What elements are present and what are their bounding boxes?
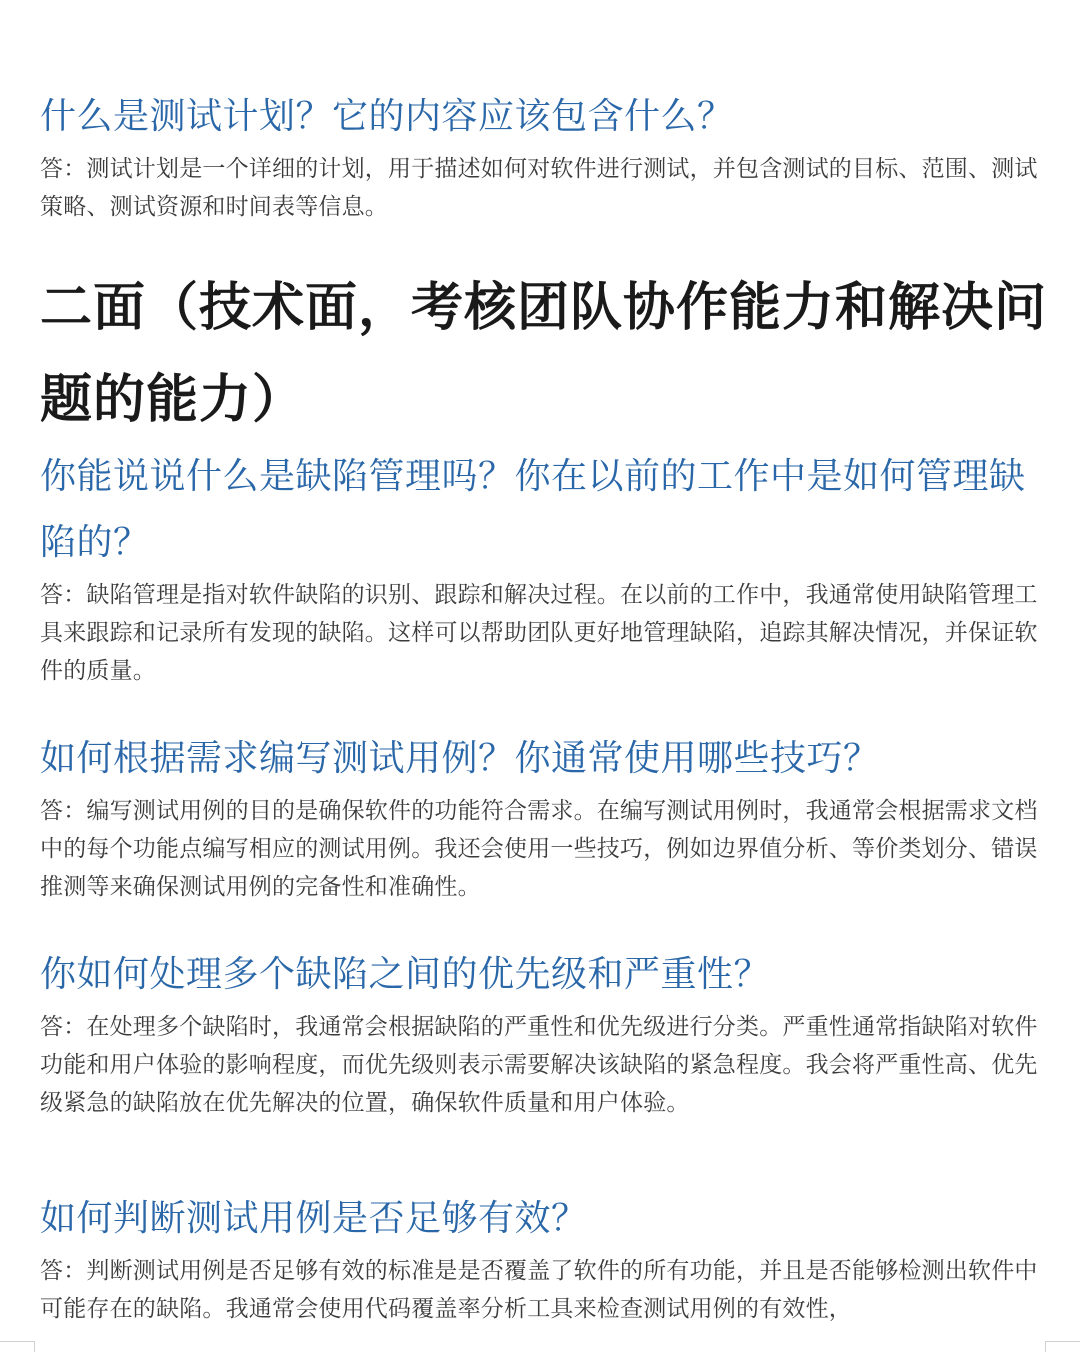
question-defect-priority: 你如何处理多个缺陷之间的优先级和严重性？: [40, 954, 771, 995]
question-test-case-effectiveness: 如何判断测试用例是否足够有效？: [40, 1198, 588, 1239]
answer-test-plan: 答：测试计划是一个详细的计划，用于描述如何对软件进行测试，并包含测试的目标、范围、测试策略、测试资源和时间表等信息。: [40, 156, 1038, 220]
section-heading-second-interview: 二面（技术面，考核团队协作能力和解决问题的能力）: [40, 278, 1048, 430]
answer-defect-priority: 答：在处理多个缺陷时，我通常会根据缺陷的严重性和优先级进行分类。严重性通常指缺陷对软件功能和用户体验的影响程度，而优先级则表示需要解决该缺陷的紧急程度。我会将严重性高、优先级紧急的缺陷放在优先解决的位置，确保软件质量和用户体验。: [40, 1014, 1038, 1116]
question-test-plan: 什么是测试计划？它的内容应该包含什么？: [40, 96, 734, 137]
answer-defect-management: 答：缺陷管理是指对软件缺陷的识别、跟踪和解决过程。在以前的工作中，我通常使用缺陷管理工具来跟踪和记录所有发现的缺陷。这样可以帮助团队更好地管理缺陷，追踪其解决情况，并保证软件的质量。: [40, 582, 1038, 684]
question-write-test-cases: 如何根据需求编写测试用例？你通常使用哪些技巧？: [40, 738, 880, 779]
answer-test-case-effectiveness: 答：判断测试用例是否足够有效的标准是是否覆盖了软件的所有功能，并且是否能够检测出软件中可能存在的缺陷。我通常会使用代码覆盖率分析工具来检查测试用例的有效性，: [40, 1258, 1038, 1322]
page-corner-right: [1045, 1341, 1080, 1352]
question-defect-management: 你能说说什么是缺陷管理吗？你在以前的工作中是如何管理缺陷的？: [40, 456, 1026, 563]
page-corner-left: [0, 1341, 35, 1352]
answer-write-test-cases: 答：编写测试用例的目的是确保软件的功能符合需求。在编写测试用例时，我通常会根据需求文档中的每个功能点编写相应的测试用例。我还会使用一些技巧，例如边界值分析、等价类划分、错误推测等来确保测试用例的完备性和准确性。: [40, 798, 1038, 900]
